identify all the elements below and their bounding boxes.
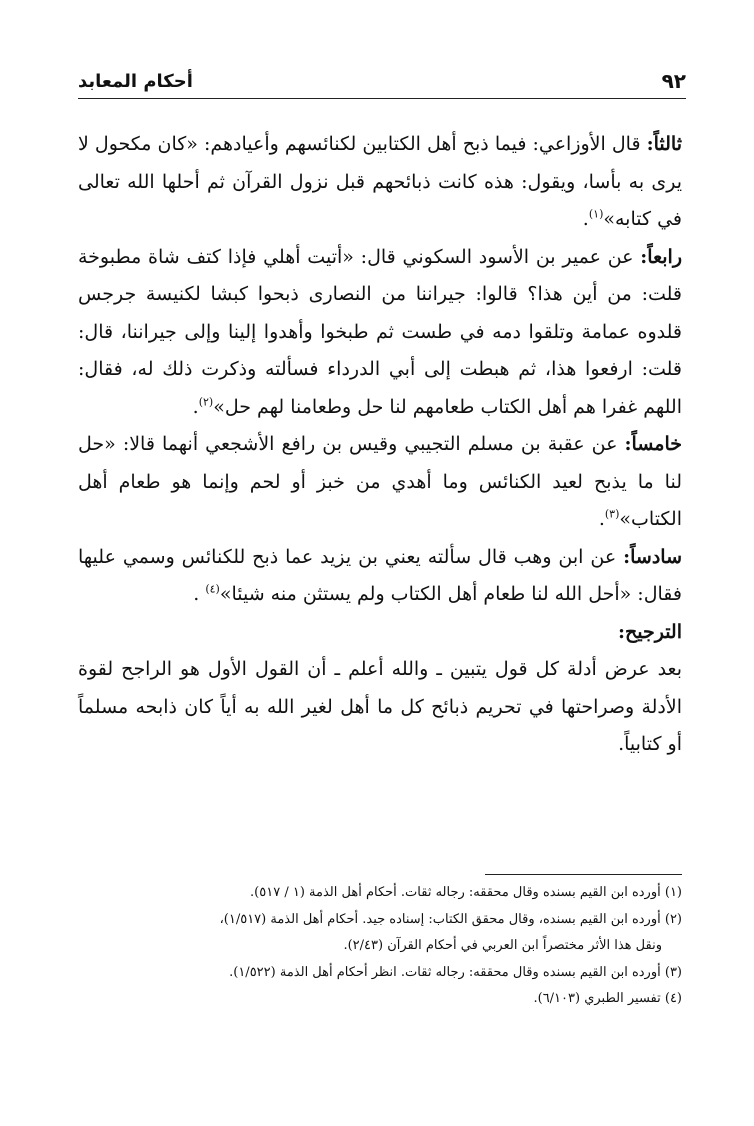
running-header <box>78 64 686 99</box>
paragraph-end: . <box>598 508 605 530</box>
paragraph-fifth <box>78 426 682 539</box>
paragraph-sixth <box>78 539 682 614</box>
paragraph-text: عن عمير بن الأسود السكوني قال: «أتيت أهلي فإذا كتف شاة مطبوخة قلت: من أين هذا؟ قالوا: جيراننا من النصارى ذبحوا كبشا لكنيسة جرجس قلدوه عمامة وتلقوا دمه في طست ثم طبخوا وأهدوا إلينا وإلى جيراننا، قال: قلت: ارفعوا هذا، ثم هبطت إلى أبي الدرداء فسألته وذكرت ذلك له، فقال: اللهم غفرا هم أهل الكتاب طعامهم لنا حل وطعامنا لهم حل» <box>78 245 682 418</box>
tarjih-heading: الترجيح: <box>617 620 682 643</box>
footnote-3: (٣) أورده ابن القيم بسنده وقال محققه: رجاله ثقات. انظر أحكام أهل الذمة (١/٥٢٢). <box>229 964 682 980</box>
footnotes <box>78 880 682 1013</box>
footnote-2-continued: ونقل هذا الأثر مختصراً ابن العربي في أحكام القرآن (٢/٤٣). <box>343 938 662 953</box>
footnote-ref: (٣) <box>604 507 620 521</box>
paragraph-end: . <box>582 208 589 230</box>
paragraph-label: ثالثاً: <box>646 133 682 155</box>
paragraph-text: عن عقبة بن مسلم التجيبي وقيس بن رافع الأشجعي أنهما قالا: «حل لنا ما يذبح لعيد الكنائس وما أهدي من خبز أو لحم وإنما هو طعام أهل الكتاب» <box>78 433 682 530</box>
footnote-ref: (٢) <box>198 395 214 409</box>
footnote-divider <box>485 874 682 875</box>
footnote-2: (٢) أورده ابن القيم بسنده، وقال محقق الكتاب: إسناده جيد. أحكام أهل الذمة (١/٥١٧)، <box>219 911 682 927</box>
page-number: ٩٢ <box>661 69 686 93</box>
main-text <box>78 126 682 764</box>
paragraph-label: خامساً: <box>624 433 682 455</box>
footnote-4: (٤) تفسير الطبري (٦/١٠٣). <box>533 991 682 1006</box>
paragraph-fourth <box>78 239 682 427</box>
paragraph-label: سادساً: <box>623 545 682 568</box>
paragraph-text: عن ابن وهب قال سألته يعني بن يزيد عما ذبح للكنائس وسمي عليها فقال: «أحل الله لنا طعام أهل الكتاب ولم يستثن منه شيئا» <box>78 545 682 605</box>
footnote-ref: (٤) <box>205 582 220 596</box>
tarjih-paragraph: بعد عرض أدلة كل قول يتبين ـ والله أعلم ـ أن القول الأول هو الراجح لقوة الأدلة وصراحتها في تحريم ذبائح كل ما أهل لغير الله به أياً كان ذابحه مسلماً أو كتابياً. <box>78 658 682 755</box>
paragraph-third <box>78 126 682 239</box>
paragraph-text: قال الأوزاعي: فيما ذبح أهل الكتابين لكنائسهم وأعيادهم: «كان مكحول لا يرى به بأسا، ويقول: هذه كانت ذبائحهم قبل نزول القرآن ثم أحلها الله تعالى في كتابه» <box>78 133 682 230</box>
paragraph-label: رابعاً: <box>640 245 682 268</box>
paragraph-end: . <box>193 583 206 605</box>
footnote-1: (١) أورده ابن القيم بسنده وقال محققه: رجاله ثقات. أحكام أهل الذمة (١ / ٥١٧). <box>250 885 682 900</box>
footnote-ref: (١) <box>588 207 604 221</box>
running-title: أحكام المعابد <box>78 70 193 92</box>
paragraph-end: . <box>192 395 199 418</box>
